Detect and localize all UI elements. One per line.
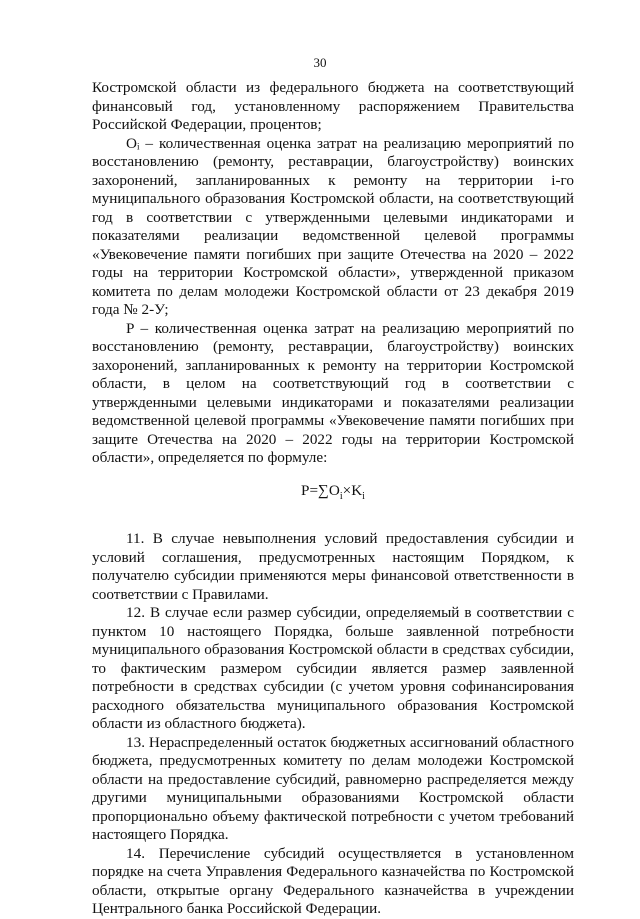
formula-subscript-2: i	[362, 490, 365, 502]
paragraph-13: 13. Нераспределенный остаток бюджетных ассигнований областного бюджета, предусмотренных комитету по делам молодежи Костромской области на предоставление субсидий, равномерно распределяется между другими муниципальными образованиями Костромской области пропорционально объему фактической потребности с учетом требований настоящего Порядка.	[92, 733, 574, 844]
paragraph-oi-definition: Oᵢ – количественная оценка затрат на реализацию мероприятий по восстановлению (ремонту, реставрации, благоустройству) воинских захоронений, запланированных к ремонту на территории i-го муниципального образования Костромской области, на соответствующий год в соответствии с утвержденными целевыми индикаторами и показателями реализации ведомственной целевой программы «Увековечение памяти погибших при защите Отечества на 2020 – 2022 годы на территории Костромской области», утвержденной приказом комитета по делам молодежи Костромской области от 23 декабря 2019 года № 2-У;	[92, 134, 574, 318]
paragraph-11: 11. В случае невыполнения условий предоставления субсидии и условий соглашения, предусмотренных настоящим Порядком, к получателю субсидии применяются меры финансовой ответственности в соответствии с Правилами.	[92, 530, 574, 603]
document-body	[92, 79, 574, 919]
paragraph-continuation: Костромской области из федерального бюджета на соответствующий финансовый год, установленному распоряжением Правительства Российской Федерации, процентов;	[92, 79, 574, 133]
paragraph-p-definition: P – количественная оценка затрат на реализацию мероприятий по восстановлению (ремонту, реставрации, благоустройству) воинских захоронений, запланированных к ремонту на территории Костромской области, в целом на соответствующий год в соответствии с утвержденными целевыми индикаторами и показателями реализации ведомственной целевой программы «Увековечение памяти погибших при защите Отечества на 2020 – 2022 годы на территории Костромской области», определяется по формуле:	[92, 319, 574, 466]
formula-mid: ×K	[342, 481, 363, 499]
formula-lhs: P=∑O	[301, 481, 340, 499]
page-number: 30	[313, 55, 327, 70]
formula	[92, 482, 574, 507]
paragraph-12: 12. В случае если размер субсидии, определяемый в соответствии с пунктом 10 настоящего Порядка, больше заявленной потребности муниципального образования Костромской области в средствах субсидии, то фактическим размером субсидии является размер заявленной потребности в средствах субсидии (с учетом уровня софинансирования расходного обязательства муниципального образования Костромской области из областного бюджета).	[92, 604, 574, 733]
paragraph-14: 14. Перечисление субсидий осуществляется в установленном порядке на счета Управления Федерального казначейства по Костромской области, открытые органу Федерального казначейства в учреждении Центрального банка Российской Федерации.	[92, 844, 574, 918]
formula-subscript-1: i	[339, 490, 343, 502]
